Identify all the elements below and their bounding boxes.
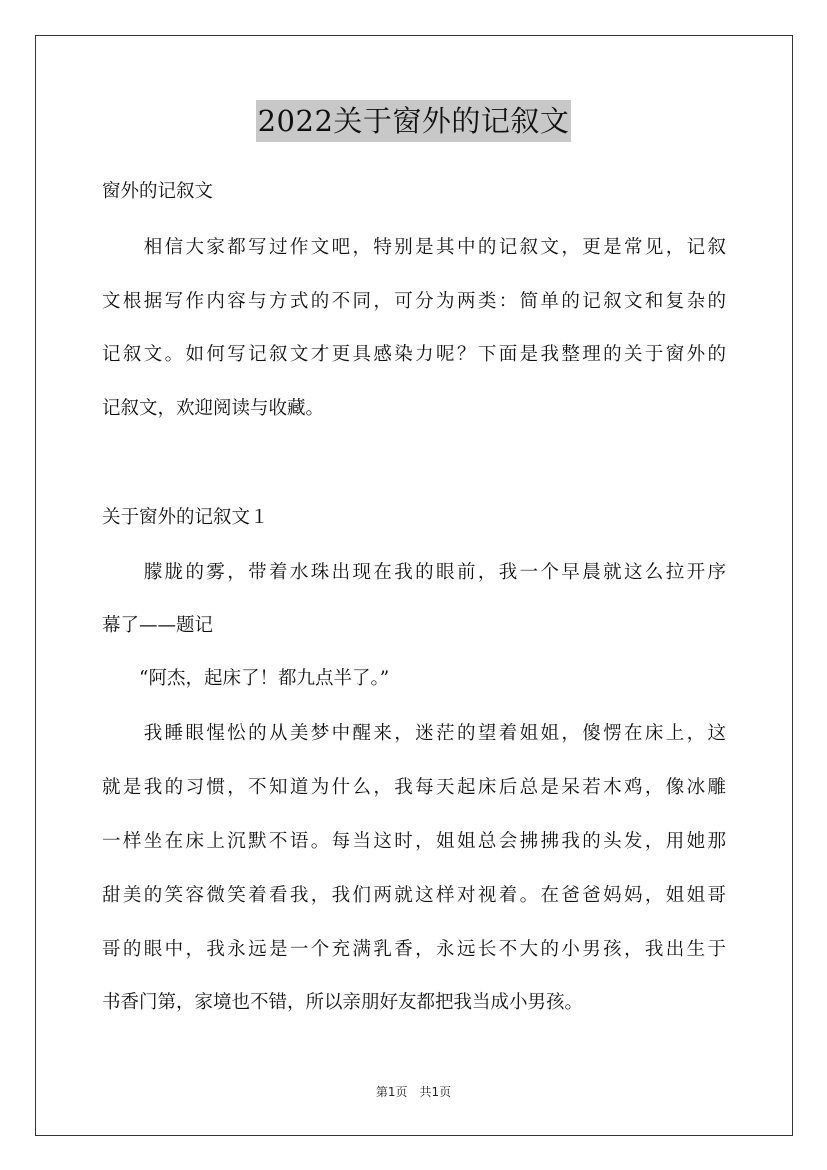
text-line: 关于窗外的记叙文１ [102, 507, 269, 528]
text-line: 记叙文。如何写记叙文才更具感染力呢？下面是我整理的关于窗外的 [102, 344, 726, 365]
page-footer: 第1页 共1页 [375, 1085, 452, 1099]
text-line: 就是我的习惯，不知道为什么，我每天起床后总是呆若木鸡，像冰雕 [102, 777, 726, 798]
text-line: 幕了——题记 [102, 615, 214, 636]
document-title: 2022关于窗外的记叙文 [256, 100, 572, 142]
text-line: “阿杰，起床了！都九点半了。” [102, 668, 390, 689]
text-line: 记叙文，欢迎阅读与收藏。 [102, 398, 325, 419]
text-line: 相信大家都写过作文吧，特别是其中的记叙文，更是常见，记叙 [102, 237, 726, 258]
text-line: 哥的眼中，我永远是一个充满乳香，永远长不大的小男孩，我出生于 [102, 939, 726, 960]
title-container [0, 100, 827, 142]
text-line: 朦胧的雾，带着水珠出现在我的眼前，我一个早晨就这么拉开序 [102, 562, 726, 583]
text-line: 一样坐在床上沉默不语。每当这时，姐姐总会拂拂我的头发，用她那 [102, 831, 726, 852]
text-line: 文根据写作内容与方式的不同，可分为两类：简单的记叙文和复杂的 [102, 291, 726, 312]
text-line: 窗外的记叙文 [102, 181, 214, 202]
text-line: 甜美的笑容微笑着看我，我们两就这样对视着。在爸爸妈妈，姐姐哥 [102, 885, 726, 906]
text-line: 我睡眼惺忪的从美梦中醒来，迷茫的望着姐姐，傻愣在床上，这 [102, 723, 726, 744]
text-line: 书香门第，家境也不错，所以亲朋好友都把我当成小男孩。 [102, 992, 584, 1013]
